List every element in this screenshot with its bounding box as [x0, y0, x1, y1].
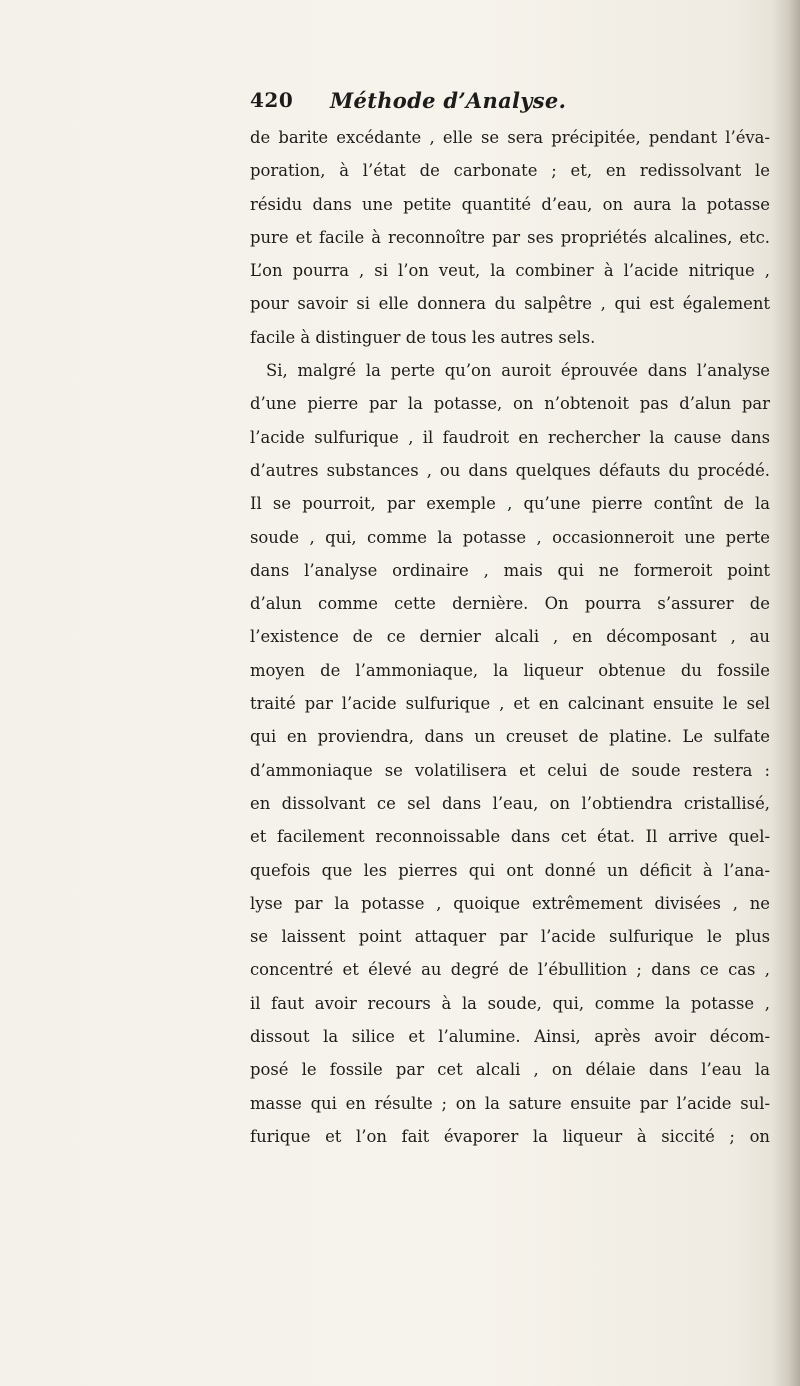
text-line: il faut avoir recours à la soude, qui, comme la potasse , — [250, 993, 770, 1013]
page-number: 420 — [250, 88, 294, 112]
text-line: qui en proviendra, dans un creuset de platine. Le sulfate — [250, 727, 770, 747]
text-line: moyen de l’ammoniaque, la liqueur obtenue du fossile — [250, 660, 770, 680]
text-line: soude , qui, comme la potasse , occasionneroit une perte — [250, 527, 770, 547]
text-line: poration, à l’état de carbonate ; et, en redissolvant le — [250, 161, 770, 181]
text-line: posé le fossile par cet alcali , on délaie dans l’eau la — [250, 1060, 770, 1080]
text-line: et facilement reconnoissable dans cet état. Il arrive quel- — [250, 827, 770, 847]
text-line: concentré et élevé au degré de l’ébullition ; dans ce cas , — [250, 960, 770, 980]
running-title: Méthode d’Analyse. — [330, 88, 567, 113]
text-line: L’on pourra , si l’on veut, la combiner à l’acide nitrique , — [250, 261, 770, 281]
text-line: d’une pierre par la potasse, on n’obtenoit pas d’alun par — [250, 394, 770, 414]
paragraph-start-line: Si, malgré la perte qu’on auroit éprouvée dans l’analyse — [266, 361, 770, 381]
text-line: de barite excédante , elle se sera précipitée, pendant l’éva- — [250, 128, 770, 147]
text-line: pour savoir si elle donnera du salpêtre , qui est également — [250, 294, 770, 314]
text-line: d’alun comme cette dernière. On pourra s’assurer de — [250, 594, 770, 614]
text-line: d’ammoniaque se volatilisera et celui de soude restera : — [250, 760, 770, 780]
text-line: Il se pourroit, par exemple , qu’une pierre contînt de la — [250, 494, 770, 514]
text-line: pure et facile à reconnoître par ses propriétés alcalines, etc. — [250, 227, 770, 247]
page-header — [250, 88, 770, 120]
text-line: dans l’analyse ordinaire , mais qui ne formeroit point — [250, 560, 770, 580]
text-line: en dissolvant ce sel dans l’eau, on l’obtiendra cristallisé, — [250, 793, 770, 813]
text-line: quefois que les pierres qui ont donné un déficit à l’ana- — [250, 860, 770, 880]
text-line: résidu dans une petite quantité d’eau, on aura la potasse — [250, 194, 770, 214]
text-line: d’autres substances , ou dans quelques défauts du procédé. — [250, 460, 770, 480]
paragraph-end-line: facile à distinguer de tous les autres sels. — [250, 327, 596, 347]
text-line: dissout la silice et l’alumine. Ainsi, après avoir décom- — [250, 1027, 770, 1047]
page-edge-shadow — [772, 0, 800, 1386]
text-line: lyse par la potasse , quoique extrêmement divisées , ne — [250, 893, 770, 913]
text-line: furique et l’on fait évaporer la liqueur à siccité ; on — [250, 1126, 770, 1146]
text-line: l’existence de ce dernier alcali , en décomposant , au — [250, 627, 770, 647]
text-line: masse qui en résulte ; on la sature ensuite par l’acide sul- — [250, 1093, 770, 1113]
body-text — [250, 121, 770, 1153]
text-line: traité par l’acide sulfurique , et en calcinant ensuite le sel — [250, 694, 770, 714]
text-line: se laissent point attaquer par l’acide sulfurique le plus — [250, 927, 770, 947]
text-line: l’acide sulfurique , il faudroit en rechercher la cause dans — [250, 427, 770, 447]
